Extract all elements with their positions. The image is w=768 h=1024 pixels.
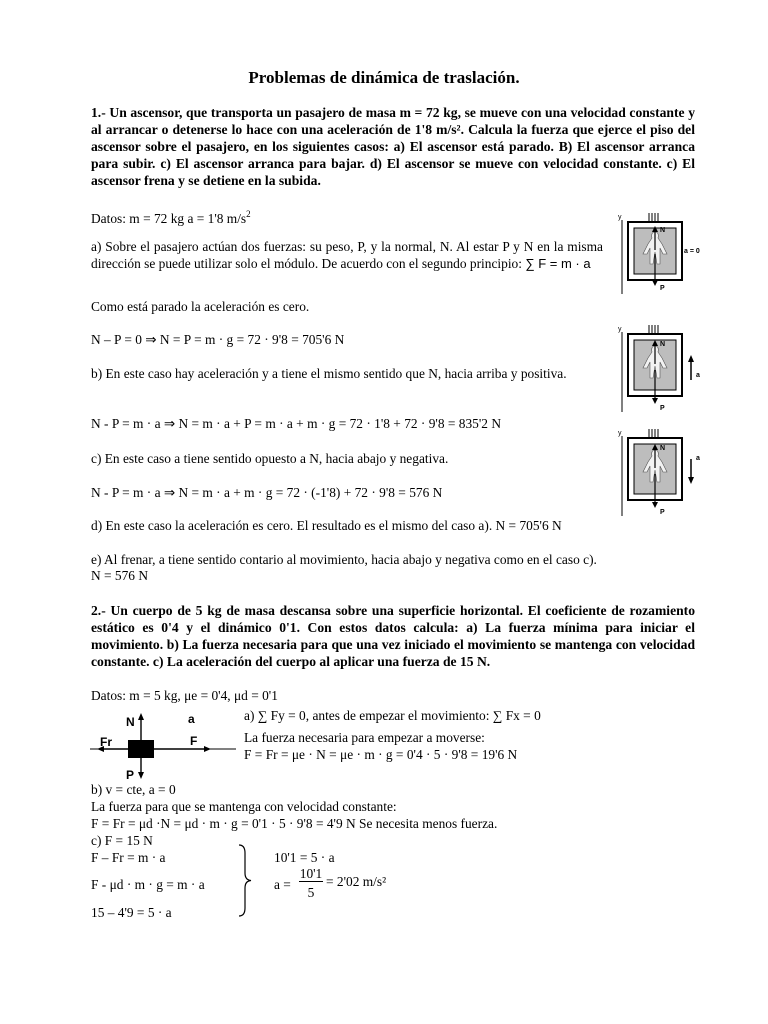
- p2-a-line3: F = Fr = μe · N = μe · m · g = 0'4 · 5 · 9'8 = 19'6 N: [244, 747, 518, 762]
- fig1-a-zero-label: a = 0: [684, 248, 700, 255]
- p2-c-line3: F - μd · m · g = m · a: [91, 877, 205, 892]
- fig3-N-label: N: [660, 445, 666, 452]
- p2-fig-P-label: P: [126, 768, 135, 782]
- block-force-diagram: [88, 706, 238, 782]
- p2-c-line1: c) F = 15 N: [91, 833, 153, 848]
- p2-b-line1: b) v = cte, a = 0: [91, 782, 176, 797]
- elevator-figure-stopped: [616, 210, 706, 296]
- p1-datos: [91, 206, 251, 227]
- p2-c-fraction-den: 5: [307, 885, 315, 900]
- p2-fig-Fr-label: Fr: [100, 735, 112, 749]
- fig2-y-label: y: [618, 326, 622, 333]
- p2-a-line1: [244, 708, 541, 724]
- p1-b-text: b) En este caso hay aceleración y a tiene el mismo sentido que N, hacia arriba y positiva.: [91, 366, 567, 381]
- problem-2-statement: 2.- Un cuerpo de 5 kg de masa descansa sobre una superficie horizontal. El coeficiente de rozamiento estático es 0'4 y el dinámico 0'1. Con estos datos calcula: a) La fuerza mínima para iniciar el movimiento. b) La fuerza necesaria para que una vez iniciado el movimiento se mantenga con velocidad constante. c) La aceleración del cuerpo al aplicar una fuerza de 15 N.: [91, 603, 695, 669]
- p2-sum-fx: ∑ Fx = 0: [492, 708, 541, 723]
- p2-b-line2: La fuerza para que se mantenga con velocidad constante:: [91, 799, 397, 814]
- elevator-figure-accelerating-down: [616, 426, 706, 518]
- p1-d-text: d) En este caso la aceleración es cero. El resultado es el mismo del caso a). N = 705'6 N: [91, 518, 562, 533]
- fig1-y-label: y: [618, 214, 622, 221]
- p1-part-a-text: [91, 239, 603, 272]
- p2-c-fraction-num: 10'1: [299, 866, 323, 881]
- p1-a-parado: Como está parado la aceleración es cero.: [91, 299, 310, 314]
- p2-c-right1: 10'1 = 5 · a: [274, 850, 335, 865]
- p2-c-a-eq: a =: [274, 877, 291, 892]
- fig2-a-label: a: [696, 372, 700, 379]
- p2-fig-N-label: N: [126, 715, 135, 729]
- problem-1-statement: 1.- Un ascensor, que transporta un pasajero de masa m = 72 kg, se mueve con una velocidad constante y al arrancar o detenerse lo hace con una aceleración de 1'8 m/s². Calcula la fuerza que ejerce el piso del ascensor sobre el pasajero, en los siguientes casos: a) El ascensor está parado. B) El ascensor arranca para subir. c) El ascensor arranca para bajar. d) El ascensor se mueve con velocidad constante. c) El ascensor frena y se detiene en la subida.: [91, 105, 695, 188]
- p2-c-line4: 15 – 4'9 = 5 · a: [91, 905, 172, 920]
- p2-a-line2: La fuerza necesaria para empezar a moverse:: [244, 730, 485, 745]
- p2-c-right2: [274, 877, 291, 893]
- p1-b-equation: N - P = m · a ⇒ N = m · a + P = m · a + m · g = 72 · 1'8 + 72 · 9'8 = 835'2 N: [91, 416, 502, 431]
- fig1-P-label: P: [660, 285, 665, 292]
- p2-b-line3: F = Fr = μd ·N = μd · m · g = 0'1 · 5 · 9'8 = 4'9 N Se necesita menos fuerza.: [91, 816, 498, 831]
- p1-a-formula: ∑ F = m · a: [525, 255, 591, 271]
- fig3-P-label: P: [660, 509, 665, 516]
- page-title: Problemas de dinámica de traslación.: [248, 68, 520, 87]
- p1-datos-text: Datos: m = 72 kg a = 1'8 m/s: [91, 211, 247, 226]
- p2-a-label: a): [244, 708, 255, 723]
- p1-a-equation: N – P = 0 ⇒ N = P = m · g = 72 · 9'8 = 705'6 N: [91, 332, 345, 347]
- p1-e-text: e) Al frenar, a tiene sentido contario al movimiento, hacia abajo y negativa como en el caso c).: [91, 552, 597, 567]
- p2-c-result: = 2'02 m/s²: [326, 874, 387, 889]
- p1-datos-sup: 2: [246, 209, 251, 219]
- p1-a-text: a) Sobre el pasajero actúan dos fuerzas: su peso, P, y la normal, N. Al estar P y N en la misma dirección se puede utilizar solo el módulo. De acuerdo con el segundo principio:: [91, 239, 603, 271]
- p2-fig-a-label: a: [188, 712, 195, 726]
- p1-c-equation: N - P = m · a ⇒ N = m · a + m · g = 72 · (-1'8) + 72 · 9'8 = 576 N: [91, 485, 443, 500]
- p2-sum-fy: ∑ Fy = 0: [257, 708, 306, 723]
- elevator-figure-accelerating-up: [616, 322, 706, 414]
- brace-symbol: [236, 843, 254, 918]
- p2-a-mid-text: , antes de empezar el movimiento:: [305, 708, 490, 723]
- fig3-a-label: a: [696, 455, 700, 462]
- p2-datos: Datos: m = 5 kg, μe = 0'4, μd = 0'1: [91, 688, 278, 703]
- p1-e-equation: N = 576 N: [91, 568, 149, 583]
- p2-fig-F-label: F: [190, 734, 198, 748]
- fig2-N-label: N: [660, 341, 666, 348]
- fig1-N-label: N: [660, 227, 666, 234]
- p1-c-text: c) En este caso a tiene sentido opuesto a N, hacia abajo y negativa.: [91, 451, 449, 466]
- fig2-P-label: P: [660, 405, 665, 412]
- fig3-y-label: y: [618, 430, 622, 437]
- p2-c-line2: F – Fr = m · a: [91, 850, 166, 865]
